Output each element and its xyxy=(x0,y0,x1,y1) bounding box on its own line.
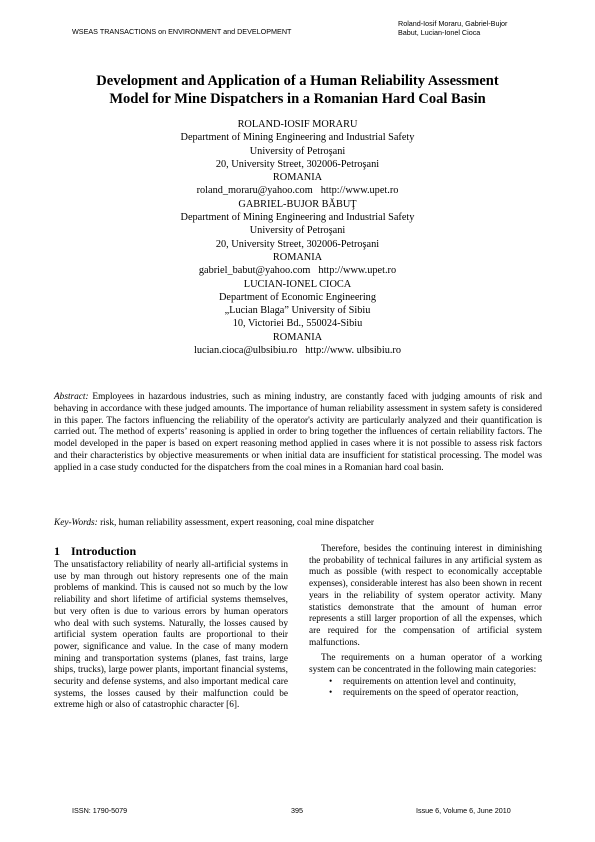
footer-issue: Issue 6, Volume 6, June 2010 xyxy=(416,806,511,815)
author-1-country: ROMANIA xyxy=(272,172,323,184)
abstract-text: Employees in hazardous industries, such as mining industry, are constantly faced with judging amounts of risk and behaving in accordance with these judged amounts. The importance of human reliability assessment in system safety is considered in this paper. The factors influencing the reliability of the operator's activity are particularly analyzed and their quantification is carried out. The method of experts’ reasoning is applied in order to bring together the influences of certain reliability factors. The model developed in the paper is based on expert reasoning method applied in cases where it is not possible to assess risk factors and their characteristics by objective measurements or when initial data are insufficient for statistical processing. The model was applied in a case study conducted for the dispatchers from the coal mines in a Romanian hard coal basin. xyxy=(54,392,542,473)
author-3-address: 10, Victoriei Bd., 550024-Sibiu xyxy=(232,318,363,330)
list-item xyxy=(309,688,542,700)
author-1-web[interactable]: http://www.upet.ro xyxy=(320,185,399,197)
right-column xyxy=(309,544,542,700)
list-item xyxy=(309,677,542,689)
intro-paragraph-2: Therefore, besides the continuing interest in diminishing the probability of technical failures in any artificial system as much as possible (with respect to economically acceptable expenses), considerable interest has also been shown in recent years in the reliability of system operator activity. Many statistics demonstrate that the amount of human error represents a still larger proportion of all the expenses, which are required for the compensation of artificial system malfunctions. xyxy=(309,544,542,648)
running-header-authors-line1: Roland-Iosif Moraru, Gabriel-Bujor xyxy=(398,19,508,28)
author-1-institution: University of Petroşani xyxy=(249,145,346,157)
abstract-label: Abstract: xyxy=(54,392,89,402)
author-1-name: ROLAND-IOSIF MORARU xyxy=(237,119,358,130)
intro-paragraph-1: The unsatisfactory reliability of nearly all-artificial systems in use by man through out history represents one of the main problems of mankind. This is caused not so much by the low reliability and short lifetime of artificial systems themselves, but very often is due to various errors by human operators who deal with such systems. Naturally, the losses caused by artificial system operation faults are proportional to their power, significance and value. In the case of many modern mining and transportation systems (planes, fast trains, large ships, trucks), large power plants, important financial systems, security and defense systems, and also important medical care systems, the losses caused by their malfunction could be extreme high or also of catastrophic character [6]. xyxy=(54,560,288,711)
author-1-contact xyxy=(60,184,535,197)
author-2-institution: University of Petroşani xyxy=(249,225,346,237)
author-3-email[interactable]: lucian.cioca@ulbsibiu.ro xyxy=(193,345,298,357)
keywords-text: risk, human reliability assessment, expert reasoning, coal mine dispatcher xyxy=(100,518,374,528)
author-2-web[interactable]: http://www.upet.ro xyxy=(318,265,397,277)
author-3-contact xyxy=(60,344,535,357)
footer-issn: ISSN: 1790-5079 xyxy=(72,806,128,815)
left-column xyxy=(54,544,288,712)
author-2-contact xyxy=(60,264,535,277)
author-2-name: GABRIEL-BUJOR BĂBUŢ xyxy=(238,198,357,210)
author-3-country: ROMANIA xyxy=(272,331,323,343)
list-item-text: requirements on attention level and continuity, xyxy=(343,676,516,687)
author-1-email[interactable]: roland_moraru@yahoo.com xyxy=(196,185,313,197)
paper-title-line1: Development and Application of a Human Reliability Assessment xyxy=(96,73,499,89)
bullet-icon: • xyxy=(329,676,333,687)
author-2-email[interactable]: gabriel_babut@yahoo.com xyxy=(198,265,311,277)
author-3-institution: „Lucian Blaga” University of Sibiu xyxy=(224,305,371,317)
section-number: 1 xyxy=(54,544,60,558)
author-3-name: LUCIAN-IONEL CIOCA xyxy=(243,278,352,290)
author-2-address: 20, University Street, 302006-Petroşani xyxy=(215,238,380,250)
abstract xyxy=(54,392,542,475)
list-item-text: requirements on the speed of operator reaction, xyxy=(343,688,519,699)
author-2-department: Department of Mining Engineering and Industrial Safety xyxy=(180,212,415,224)
section-title: Introduction xyxy=(71,544,137,558)
requirements-list xyxy=(309,677,542,700)
paper-title-line2: Model for Mine Dispatchers in a Romanian Hard Coal Basin xyxy=(109,91,486,107)
running-header-journal: WSEAS TRANSACTIONS on ENVIRONMENT and DEVELOPMENT xyxy=(72,27,292,36)
paper-title xyxy=(40,72,555,108)
author-3-department: Department of Economic Engineering xyxy=(219,291,376,303)
author-3-web[interactable]: http://www. ulbsibiu.ro xyxy=(305,345,401,357)
author-block xyxy=(60,118,535,357)
keywords xyxy=(54,518,542,530)
running-header-authors xyxy=(398,19,538,37)
section-heading xyxy=(54,544,288,559)
author-1-department: Department of Mining Engineering and Industrial Safety xyxy=(180,132,415,144)
keywords-label: Key-Words: xyxy=(54,518,98,528)
footer-page-number: 395 xyxy=(291,806,303,815)
bullet-icon: • xyxy=(329,688,333,699)
intro-paragraph-3: The requirements on a human operator of a working system can be concentrated in the following main categories: xyxy=(309,653,542,676)
author-2-country: ROMANIA xyxy=(272,251,323,263)
author-1-address: 20, University Street, 302006-Petroşani xyxy=(215,158,380,170)
running-header-authors-line2: Babut, Lucian-Ionel Cioca xyxy=(398,28,481,37)
